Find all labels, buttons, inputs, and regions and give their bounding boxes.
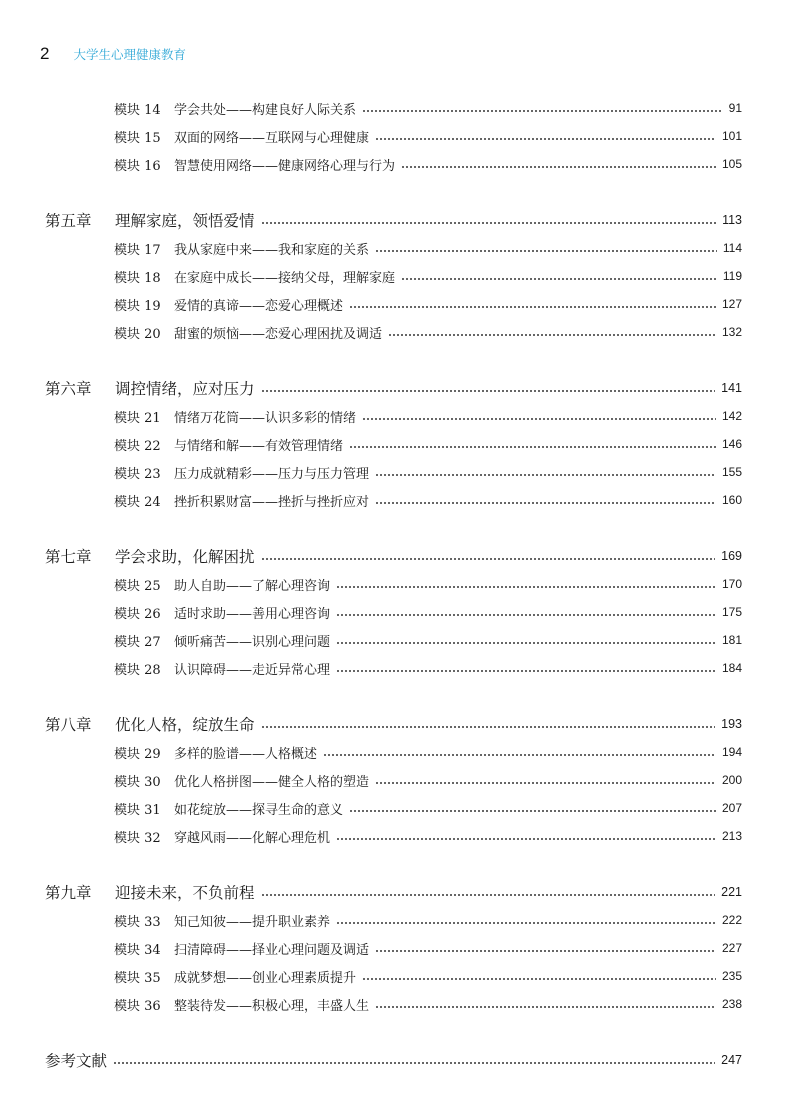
dot-leader (362, 110, 723, 112)
dot-leader (336, 670, 716, 672)
toc-entry-label: 模块 27 (114, 634, 161, 650)
toc-entry-page: 207 (721, 801, 742, 815)
toc-entry-title: 知己知彼——提升职业素养 (174, 914, 331, 930)
toc-entry-title: 甜蜜的烦恼——恋爱心理困扰及调适 (174, 326, 383, 342)
toc-entry-page: 105 (721, 157, 742, 171)
toc-entry-page: 184 (721, 661, 742, 675)
toc-module-entry (114, 938, 742, 958)
toc-entry-title: 成就梦想——创业心理素质提升 (174, 970, 357, 986)
toc-entry-title: 与情绪和解——有效管理情绪 (174, 438, 344, 454)
toc-entry-label: 模块 18 (114, 270, 161, 286)
toc-module-entry (114, 994, 742, 1014)
toc-module-entry (114, 434, 742, 454)
toc-entry-page: 175 (721, 605, 742, 619)
toc-module-entry (114, 490, 742, 510)
toc-entry-label: 模块 30 (114, 774, 161, 790)
dot-leader (401, 278, 717, 280)
toc-entry-page: 227 (721, 941, 742, 955)
toc-chapter-entry (45, 882, 742, 902)
dot-leader (362, 978, 716, 980)
dot-leader (375, 250, 717, 252)
toc-entry-label: 模块 22 (114, 438, 161, 454)
toc-entry-label: 模块 35 (114, 970, 161, 986)
toc-entry-page: 101 (721, 129, 742, 143)
toc-entry-title: 参考文献 (45, 1052, 108, 1070)
dot-leader (323, 754, 716, 756)
toc-entry-label: 第六章 (45, 380, 92, 398)
dot-leader (261, 390, 716, 392)
toc-module-entry (114, 798, 742, 818)
toc-module-entry (114, 602, 742, 622)
dot-leader (375, 782, 716, 784)
toc-entry-page: 119 (722, 269, 742, 283)
dot-leader (401, 166, 716, 168)
toc-entry-page: 222 (721, 913, 742, 927)
toc-entry-title: 倾听痛苦——识别心理问题 (174, 634, 331, 650)
toc-entry-page: 132 (721, 325, 742, 339)
toc-entry-title: 优化人格，绽放生命 (115, 716, 255, 734)
dot-leader (349, 306, 716, 308)
toc-entry-title: 压力成就精彩——压力与压力管理 (174, 466, 370, 482)
page-header (40, 44, 186, 68)
toc-module-entry (114, 294, 742, 314)
toc-entry-page: 221 (721, 885, 742, 899)
toc-entry-page: 169 (721, 549, 742, 563)
toc-entry-label: 模块 15 (114, 130, 161, 146)
toc-entry-page: 213 (721, 829, 742, 843)
toc-module-entry (114, 630, 742, 650)
toc-entry-page: 235 (721, 969, 742, 983)
toc-entry-page: 155 (721, 465, 742, 479)
toc-entry-title: 理解家庭，领悟爱情 (115, 212, 255, 230)
toc-module-entry (114, 322, 742, 342)
toc-entry-title: 优化人格拼图——健全人格的塑造 (174, 774, 370, 790)
toc-entry-title: 整装待发——积极心理，丰盛人生 (174, 998, 370, 1014)
dot-leader (261, 894, 716, 896)
toc-entry-label: 模块 17 (114, 242, 161, 258)
toc-module-entry (114, 770, 742, 790)
page-number: 2 (40, 44, 50, 63)
toc-entry-page: 142 (721, 409, 742, 423)
toc-entry-title: 适时求助——善用心理咨询 (174, 606, 331, 622)
toc-entry-label: 模块 28 (114, 662, 161, 678)
toc-module-entry (114, 154, 742, 174)
toc-entry-label: 模块 26 (114, 606, 161, 622)
dot-leader (375, 474, 716, 476)
toc-entry-title: 学会求助，化解困扰 (115, 548, 255, 566)
toc-entry-title: 助人自助——了解心理咨询 (174, 578, 331, 594)
toc-entry-page: 127 (721, 297, 742, 311)
running-title: 大学生心理健康教育 (73, 47, 186, 62)
dot-leader (336, 614, 716, 616)
toc-chapter-entry (45, 546, 742, 566)
dot-leader (113, 1062, 715, 1064)
toc-entry-page: 114 (722, 241, 742, 255)
toc-entry-title: 扫清障碍——择业心理问题及调适 (174, 942, 370, 958)
toc-entry-page: 247 (721, 1053, 742, 1067)
dot-leader (375, 950, 716, 952)
toc-module-entry (114, 406, 742, 426)
toc-entry-label: 模块 21 (114, 410, 161, 426)
toc-entry-page: 238 (721, 997, 742, 1011)
toc-entry-title: 爱情的真谛——恋爱心理概述 (174, 298, 344, 314)
toc-entry-label: 第五章 (45, 212, 92, 230)
dot-leader (349, 810, 716, 812)
toc-entry-title: 如花绽放——探寻生命的意义 (174, 802, 344, 818)
toc-entry-page: 91 (728, 101, 742, 115)
toc-entry-label: 模块 14 (114, 102, 161, 118)
toc-entry-page: 113 (722, 213, 742, 227)
toc-entry-page: 146 (721, 437, 742, 451)
toc-module-entry (114, 742, 742, 762)
toc-entry-title: 智慧使用网络——健康网络心理与行为 (174, 158, 396, 174)
toc-entry-label: 第七章 (45, 548, 92, 566)
dot-leader (375, 502, 716, 504)
toc-entry-page: 200 (721, 773, 742, 787)
toc-module-entry (114, 126, 742, 146)
toc-entry-title: 穿越风雨——化解心理危机 (174, 830, 331, 846)
toc-chapter-entry (45, 378, 742, 398)
toc-entry-title: 挫折积累财富——挫折与挫折应对 (174, 494, 370, 510)
toc-entry-page: 160 (721, 493, 742, 507)
toc-module-entry (114, 238, 742, 258)
toc-references-entry (45, 1050, 742, 1070)
toc-entry-label: 模块 23 (114, 466, 161, 482)
toc-entry-page: 141 (721, 381, 742, 395)
dot-leader (388, 334, 716, 336)
toc-entry-page: 170 (721, 577, 742, 591)
toc-module-entry (114, 98, 742, 118)
dot-leader (261, 558, 716, 560)
toc-entry-title: 情绪万花筒——认识多彩的情绪 (174, 410, 357, 426)
toc-entry-label: 模块 24 (114, 494, 161, 510)
toc-entry-title: 我从家庭中来——我和家庭的关系 (174, 242, 370, 258)
toc-entry-label: 模块 20 (114, 326, 161, 342)
toc-entry-title: 学会共处——构建良好人际关系 (174, 102, 357, 118)
toc-entry-label: 模块 29 (114, 746, 161, 762)
dot-leader (336, 642, 716, 644)
toc-entry-label: 模块 33 (114, 914, 161, 930)
toc-entry-label: 模块 31 (114, 802, 161, 818)
toc-entry-page: 181 (721, 633, 742, 647)
toc-entry-title: 调控情绪，应对压力 (115, 380, 255, 398)
toc-module-entry (114, 966, 742, 986)
toc-entry-title: 认识障碍——走近异常心理 (174, 662, 331, 678)
dot-leader (336, 838, 716, 840)
toc-entry-label: 模块 32 (114, 830, 161, 846)
toc-entry-title: 迎接未来，不负前程 (115, 884, 255, 902)
toc-entry-label: 模块 25 (114, 578, 161, 594)
dot-leader (261, 726, 716, 728)
dot-leader (375, 1006, 716, 1008)
dot-leader (362, 418, 716, 420)
toc-chapter-entry (45, 210, 742, 230)
toc-entry-label: 第八章 (45, 716, 92, 734)
dot-leader (375, 138, 716, 140)
dot-leader (261, 222, 717, 224)
toc-entry-label: 模块 34 (114, 942, 161, 958)
dot-leader (349, 446, 716, 448)
toc-entry-label: 模块 16 (114, 158, 161, 174)
toc-entry-label: 模块 36 (114, 998, 161, 1014)
dot-leader (336, 586, 716, 588)
toc-chapter-entry (45, 714, 742, 734)
dot-leader (336, 922, 716, 924)
toc-module-entry (114, 826, 742, 846)
toc-module-entry (114, 574, 742, 594)
toc-entry-title: 双面的网络——互联网与心理健康 (174, 130, 370, 146)
toc-module-entry (114, 266, 742, 286)
toc-module-entry (114, 910, 742, 930)
toc-entry-label: 第九章 (45, 884, 92, 902)
toc-entry-page: 193 (721, 717, 742, 731)
toc-module-entry (114, 462, 742, 482)
toc-entry-page: 194 (721, 745, 742, 759)
toc-module-entry (114, 658, 742, 678)
toc-entry-title: 多样的脸谱——人格概述 (174, 746, 318, 762)
toc-entry-label: 模块 19 (114, 298, 161, 314)
toc-entry-title: 在家庭中成长——接纳父母，理解家庭 (174, 270, 396, 286)
